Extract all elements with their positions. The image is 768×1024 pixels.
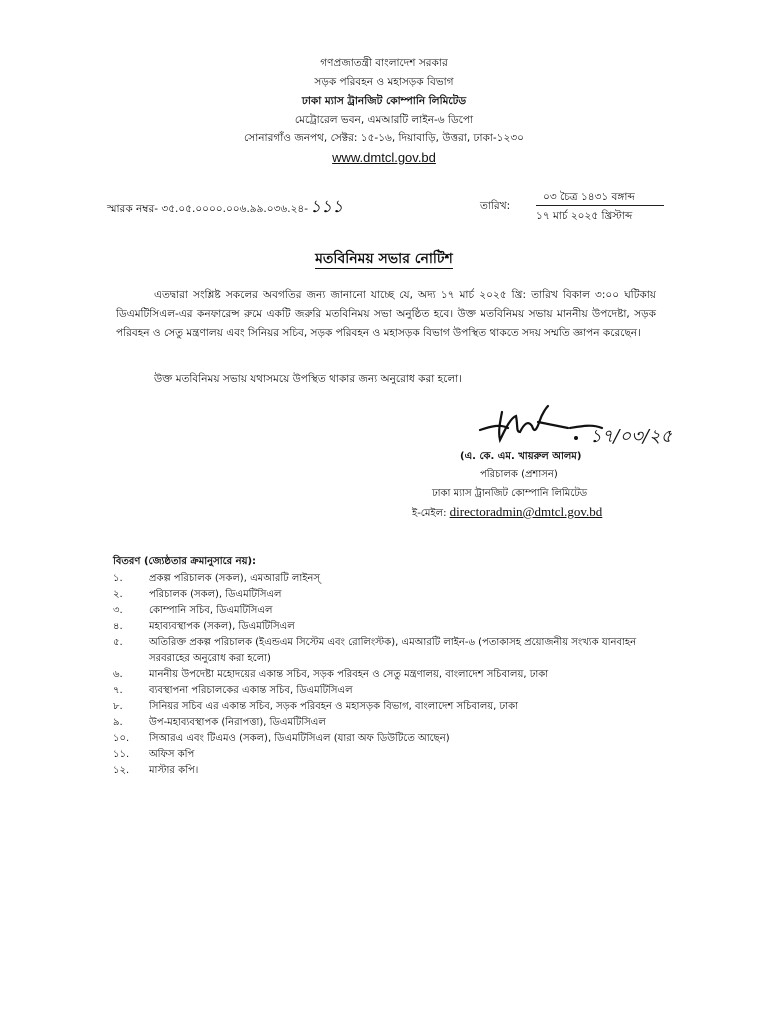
memo-reference-text: স্মারক নম্বর- ৩৫.০৫.০০০০.০০৬.৯৯.০৩৬.২৪- [107,203,309,215]
list-item [113,603,673,619]
list-item [113,587,673,603]
signatory-organization: ঢাকা ম্যাস ট্রানজিট কোম্পানি লিমিটেড [432,488,588,499]
body-paragraph-2: উক্ত মতবিনিময় সভায় যথাসময়ে উপস্থিত থাকার জন্য অনুরোধ করা হলো। [154,373,462,385]
list-item [113,635,673,667]
signature-image [472,398,672,450]
list-item-number: ৯. [113,717,123,728]
header-government: গণপ্রজাতন্ত্রী বাংলাদেশ সরকার [320,57,448,69]
header-address: সোনারগাঁও জনপথ, সেক্টর: ১৫-১৬, দিয়াবাড়ি, উত্তরা, ঢাকা-১২৩০ [244,132,524,144]
list-item-number: ২. [113,589,123,600]
list-item-text: অফিস কপি [149,749,195,760]
list-item-number: ৬. [113,669,123,680]
list-item-number: ৫. [113,637,123,648]
list-item [113,699,673,715]
list-item-text: প্রকল্প পরিচালক (সকল), এমআরটি লাইনস্ [149,573,321,584]
signature-handwritten-date: ১৭/০৩/২৫ [590,426,672,447]
header-building: মেট্রোরেল ভবন, এমআরটি লাইন-৬ ডিপো [294,114,474,126]
list-item-number: ১. [113,573,123,584]
list-item-text: কোম্পানি সচিব, ডিএমটিসিএল [149,605,273,616]
list-item-text: মহাব্যবস্থাপক (সকল), ডিএমটিসিএল [149,621,295,632]
list-item [113,747,673,763]
distribution-list [113,553,673,779]
list-item-number: ১১. [113,749,130,760]
list-item [113,763,673,779]
header-company: ঢাকা ম্যাস ট্রানজিট কোম্পানি লিমিটেড [301,95,467,107]
list-item [113,683,673,699]
list-item [113,715,673,731]
list-item [113,619,673,635]
email-link[interactable]: directoradmin@dmtcl.gov.bd [449,504,603,519]
list-item-text: অতিরিক্ত প্রকল্প পরিচালক (ইএন্ডএম সিস্টেম এবং রোলিংস্টক), এমআরটি লাইন-৬ (পতাকাসহ প্রয়োজনীয় সংখ্যক যানবাহন সরবরাহের অনুরোধ করা হলো) [149,637,637,664]
notice-title [0,247,768,271]
distribution-heading: বিতরণ (জ্যেষ্ঠতার ক্রমানুসারে নয়): [113,556,257,567]
list-item-number: ৩. [113,605,123,616]
list-item-number: ৪. [113,621,123,632]
list-item-text: পরিচালক (সকল), ডিএমটিসিএল [149,589,282,600]
date-label: তারিখ: [480,200,511,212]
list-item [113,667,673,683]
signatory-email [412,504,602,523]
header-division: সড়ক পরিবহন ও মহাসড়ক বিভাগ [314,76,454,88]
list-item-text: সিনিয়র সচিব এর একান্ত সচিব, সড়ক পরিবহন ও মহাসড়ক বিভাগ, বাংলাদেশ সচিবালয়, ঢাকা [149,701,518,712]
list-item-number: ৭. [113,685,123,696]
header-website-link[interactable]: www.dmtcl.gov.bd [332,150,436,165]
email-label: ই-মেইল: [412,508,447,519]
notice-title-text: মতবিনিময় সভার নোটিশ [315,251,453,267]
memo-reference [107,194,343,222]
list-item [113,571,673,587]
signatory-name: (এ. কে. এম. খায়রুল আলম) [460,451,582,462]
list-item-number: ১০. [113,733,130,744]
list-item-text: উপ-মহাব্যবস্থাপক (নিরাপত্তা), ডিএমটিসিএল [149,717,326,728]
list-item-text: মাননীয় উপদেষ্টা মহোদয়ের একান্ত সচিব, সড়ক পরিবহন ও সেতু মন্ত্রণালয়, বাংলাদেশ সচিবালয়, ঢাকা [149,669,549,680]
date-divider [536,205,664,206]
list-item [113,731,673,747]
signatory-designation: পরিচালক (প্রশাসন) [480,469,558,480]
memo-handwritten-number: ১১১ [310,197,344,217]
date-english: ১৭ মার্চ ২০২৫ খ্রিস্টাব্দ [536,210,633,222]
list-item-text: সিআরএ এবং টিএমও (সকল), ডিএমটিসিএল (যারা অফ ডিউটিতে আছেন) [149,733,450,744]
list-item-text: মাস্টার কপি। [149,765,199,776]
date-bangla: ০৩ চৈত্র ১৪৩১ বঙ্গাব্দ [543,191,635,203]
list-item-number: ৮. [113,701,123,712]
list-item-text: ব্যবস্থাপনা পরিচালকের একান্ত সচিব, ডিএমটিসিএল [149,685,353,696]
body-paragraph-1: এতদ্বারা সংশ্লিষ্ট সকলের অবগতির জন্য জানানো যাচ্ছে যে, অদ্য ১৭ মার্চ ২০২৫ খ্রি: তারিখ বিকাল ৩:০০ ঘটিকায় ডিএমটিসিএল-এর কনফারেন্স রুমে একটি জরুরি মতবিনিময় সভা অনুষ্ঠিত হবে। উক্ত মতবিনিময় সভায় মাননীয় উপদেষ্টা, সড়ক পরিবহন ও সেতু মন্ত্রণালয় এবং সিনিয়র সচিব, সড়ক পরিবহন ও মহাসড়ক বিভাগ উপস্থিত থাকতে সদয় সম্মতি জ্ঞাপন করেছেন। [116,289,656,339]
list-item-number: ১২. [113,765,130,776]
